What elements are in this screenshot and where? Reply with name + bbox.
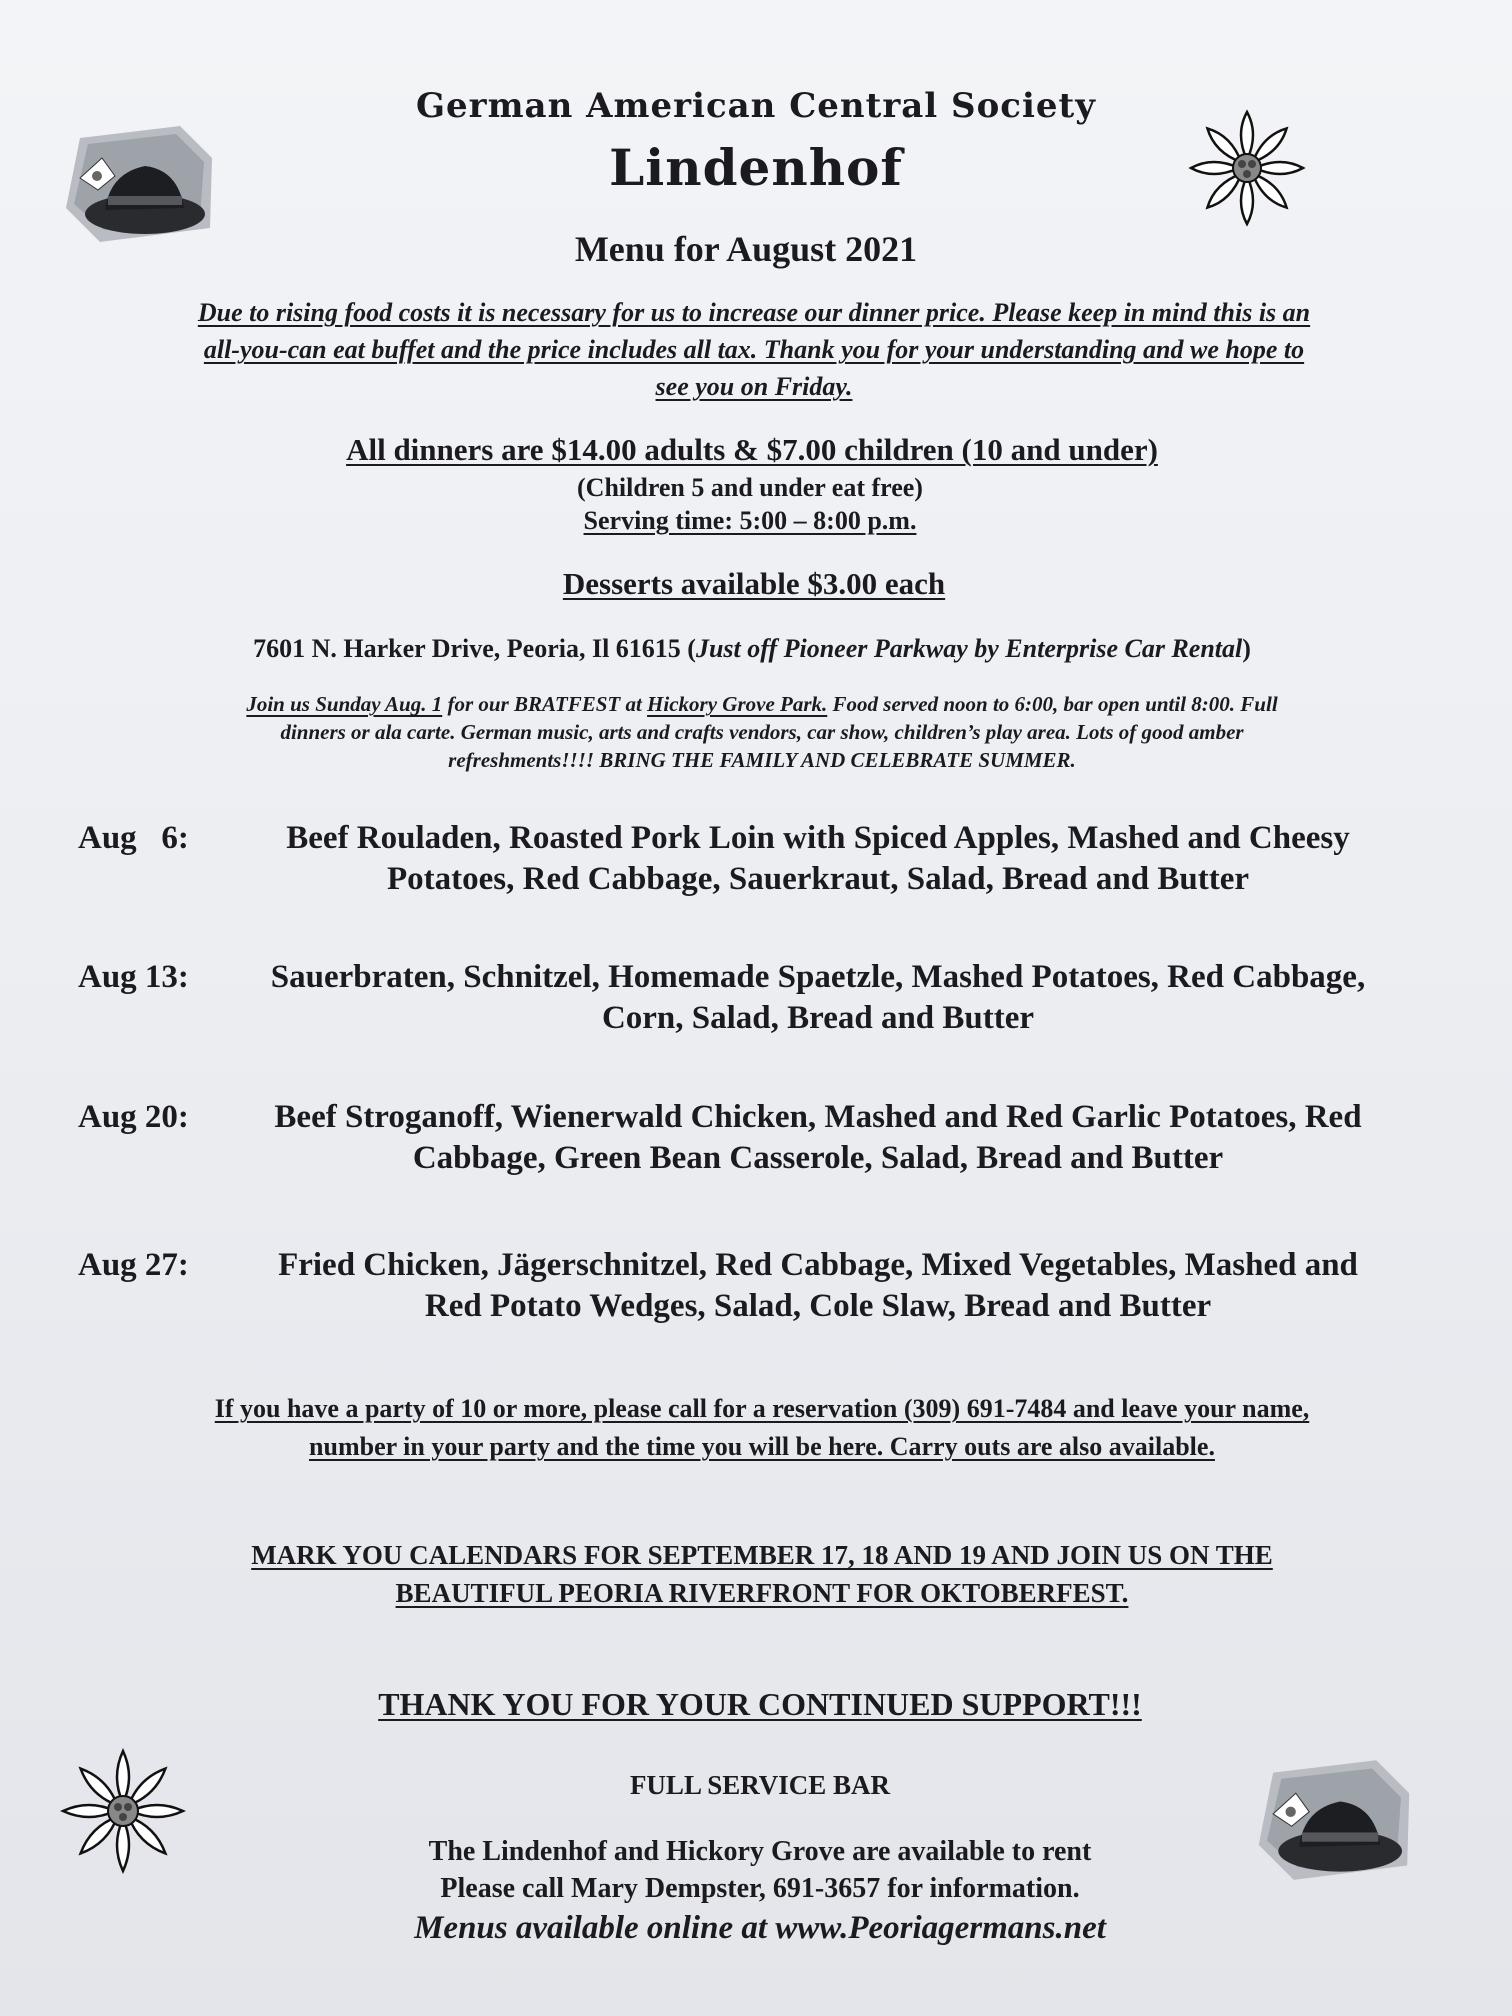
menu-item bbox=[78, 1245, 1418, 1327]
menu-dishes: Fried Chicken, Jägerschnitzel, Red Cabbage, Mixed Vegetables, Mashed and bbox=[278, 1247, 1358, 1283]
reservation-line: If you have a party of 10 or more, please call for a reservation (309) 691-7484 and leave your name, bbox=[214, 1394, 1310, 1423]
page-title: Menu for August 2021 bbox=[574, 229, 918, 269]
price-increase-notice bbox=[0, 294, 1510, 405]
society-name: German American Central Society bbox=[415, 86, 1096, 126]
menu-dishes: Corn, Salad, Bread and Butter bbox=[601, 1000, 1035, 1036]
bratfest-location: Hickory Grove Park. bbox=[647, 692, 828, 716]
bratfest-line: dinners or ala carte. German music, arts and crafts vendors, car show, children’s play area. Lots of good amber bbox=[280, 720, 1244, 744]
bratfest-text: Food served noon to 6:00, bar open until 8:00. Full bbox=[827, 692, 1278, 716]
serving-time: Serving time: 5:00 – 8:00 p.m. bbox=[583, 506, 917, 535]
oktoberfest-line: BEAUTIFUL PEORIA RIVERFRONT FOR OKTOBERFEST. bbox=[395, 1578, 1129, 1608]
menu-date: Aug 27: bbox=[78, 1247, 189, 1283]
oktoberfest-line: MARK YOU CALENDARS FOR SEPTEMBER 17, 18 AND 19 AND JOIN US ON THE bbox=[251, 1540, 1273, 1570]
address-close: ) bbox=[1242, 634, 1251, 663]
menu-dishes: Beef Rouladen, Roasted Pork Loin with Spiced Apples, Mashed and Cheesy bbox=[286, 820, 1350, 856]
menu-item bbox=[78, 957, 1418, 1039]
reservation-note bbox=[6, 1390, 1512, 1466]
bratfest-line: refreshments!!!! BRING THE FAMILY AND CELEBRATE SUMMER. bbox=[448, 748, 1076, 772]
menu-dishes: Potatoes, Red Cabbage, Sauerkraut, Salad, Bread and Butter bbox=[386, 861, 1249, 897]
notice-line: all-you-can eat buffet and the price includes all tax. Thank you for your understanding and we hope to bbox=[203, 335, 1305, 364]
children-free-note: (Children 5 and under eat free) bbox=[577, 473, 923, 502]
bratfest-text: for our BRATFEST at bbox=[442, 692, 648, 716]
address-directions: Just off Pioneer Parkway by Enterprise Car Rental bbox=[695, 634, 1243, 663]
menu-date: Aug 13: bbox=[78, 959, 189, 995]
dessert-price: Desserts available $3.00 each bbox=[562, 566, 946, 601]
website-note: Menus available online at www.Peoriagermans.net bbox=[414, 1910, 1106, 1946]
menu-item bbox=[78, 1097, 1418, 1179]
bar-note: FULL SERVICE BAR bbox=[629, 1770, 891, 1800]
menu-date: Aug 6: bbox=[78, 820, 189, 856]
thank-you-message: THANK YOU FOR YOUR CONTINUED SUPPORT!!! bbox=[378, 1686, 1142, 1722]
rental-note: The Lindenhof and Hickory Grove are available to rent bbox=[428, 1836, 1092, 1867]
notice-line: Due to rising food costs it is necessary for us to increase our dinner price. Please keep in mind this is an bbox=[197, 298, 1311, 327]
address bbox=[0, 634, 1508, 664]
menu-dishes: Beef Stroganoff, Wienerwald Chicken, Mashed and Red Garlic Potatoes, Red bbox=[274, 1099, 1362, 1135]
notice-line: see you on Friday. bbox=[655, 372, 853, 401]
dinner-prices: All dinners are $14.00 adults & $7.00 children (10 and under) bbox=[346, 432, 1158, 467]
reservation-line: number in your party and the time you will be here. Carry outs are also available. bbox=[309, 1432, 1215, 1461]
venue-name: Lindenhof bbox=[609, 138, 903, 197]
menu-item bbox=[78, 818, 1418, 900]
menu-dishes: Cabbage, Green Bean Casserole, Salad, Bread and Butter bbox=[412, 1140, 1224, 1176]
bratfest-date: Join us Sunday Aug. 1 bbox=[246, 692, 443, 716]
contact-note: Please call Mary Dempster, 691-3657 for information. bbox=[440, 1873, 1080, 1904]
address-street: 7601 N. Harker Drive, Peoria, Il 61615 ( bbox=[253, 634, 696, 663]
menu-date: Aug 20: bbox=[78, 1099, 189, 1135]
bratfest-announcement bbox=[6, 690, 1512, 774]
oktoberfest-announcement bbox=[6, 1536, 1512, 1612]
menu-dishes: Sauerbraten, Schnitzel, Homemade Spaetzle, Mashed Potatoes, Red Cabbage, bbox=[270, 959, 1366, 995]
menu-dishes: Red Potato Wedges, Salad, Cole Slaw, Bread and Butter bbox=[424, 1288, 1212, 1324]
